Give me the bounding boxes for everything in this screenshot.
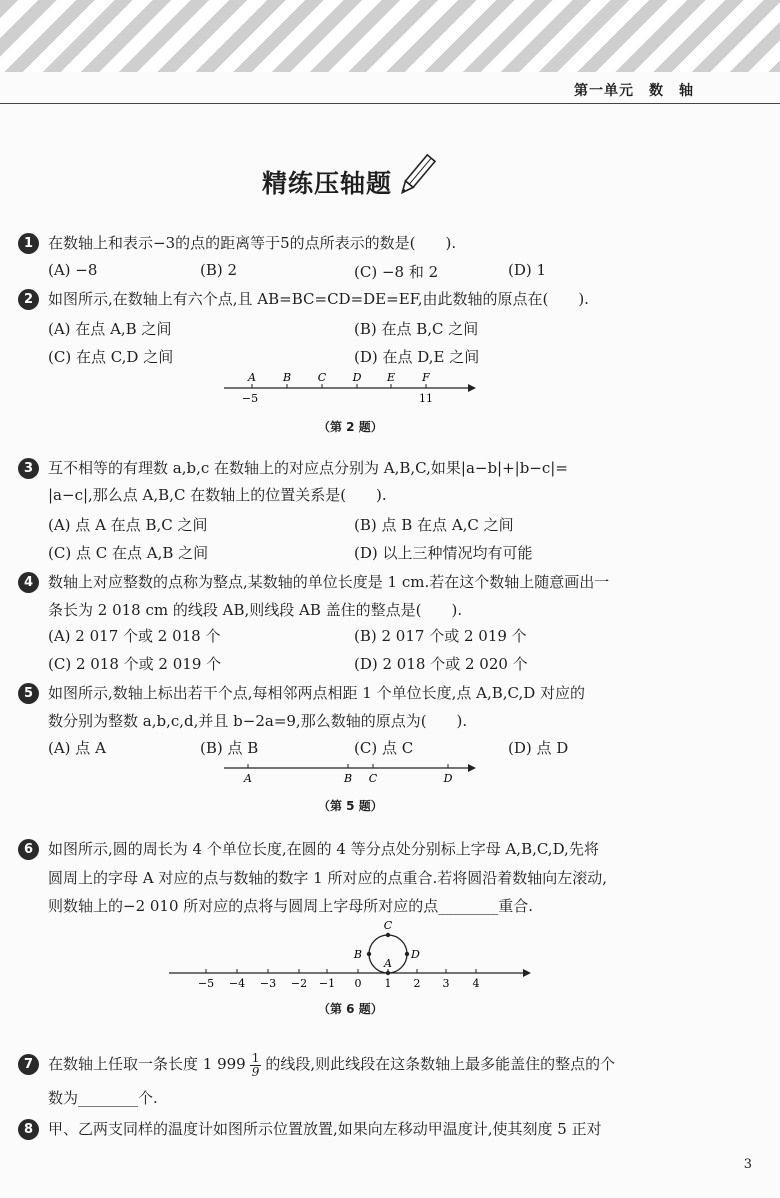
svg-text:4: 4 xyxy=(472,977,480,990)
question-number-1: 1 xyxy=(18,233,39,254)
question-4-text: 数轴上对应整数的点称为整点,某数轴的单位长度是 1 cm.若在这个数轴上随意画出一 xyxy=(48,573,610,591)
question-6-text-line2: 圆周上的字母 A 对应的点与数轴的数字 1 所对应的点重合.若将圆沿着数轴向左滚动, xyxy=(48,869,607,887)
q4-option-d: (D) 2 018 个或 2 020 个 xyxy=(354,655,528,673)
q1-option-d: (D) 1 xyxy=(508,261,547,279)
q4-option-c: (C) 2 018 个或 2 019 个 xyxy=(48,655,222,673)
question-number-5: 5 xyxy=(18,683,39,704)
svg-text:3: 3 xyxy=(442,977,450,990)
q6-label-c: C xyxy=(383,919,393,932)
svg-text:−4: −4 xyxy=(228,977,246,990)
svg-text:−3: −3 xyxy=(259,977,277,990)
svg-text:D: D xyxy=(443,772,453,785)
svg-text:−5: −5 xyxy=(197,977,215,990)
q7-fraction-numerator: 1 xyxy=(251,1050,260,1065)
q6-label-a: A xyxy=(384,957,392,970)
q2-value-left: −5 xyxy=(241,392,259,405)
question-7-text xyxy=(48,1050,718,1079)
svg-text:A: A xyxy=(248,371,256,384)
q6-tick-neg1 xyxy=(319,969,335,990)
q2-point-b xyxy=(282,371,291,388)
q6-tick-neg3 xyxy=(260,969,276,990)
q5-option-d: (D) 点 D xyxy=(508,739,569,757)
svg-text:D: D xyxy=(352,371,362,384)
q6-tick-neg4 xyxy=(229,969,245,990)
q3-option-b: (B) 点 B 在点 A,C 之间 xyxy=(354,516,514,534)
q2-number-line-figure xyxy=(220,370,480,410)
svg-text:1: 1 xyxy=(384,977,392,990)
q2-option-c: (C) 在点 C,D 之间 xyxy=(48,348,174,366)
question-number-4: 4 xyxy=(18,572,39,593)
question-2-text: 如图所示,在数轴上有六个点,且 AB=BC=CD=DE=EF,由此数轴的原点在( ). xyxy=(48,290,589,308)
q2-point-a xyxy=(247,371,256,388)
q1-option-a: (A) −8 xyxy=(48,261,98,279)
svg-text:−2: −2 xyxy=(290,977,308,990)
q7-text-before: 在数轴上任取一条长度 1 999 xyxy=(48,1055,246,1073)
q7-fraction-denominator: 9 xyxy=(251,1064,260,1079)
q5-option-b: (B) 点 B xyxy=(200,739,259,757)
svg-text:B: B xyxy=(282,371,292,384)
svg-text:0: 0 xyxy=(354,977,362,990)
question-6-text: 如图所示,圆的周长为 4 个单位长度,在圆的 4 等分点处分别标上字母 A,B,C,D,先将 xyxy=(48,840,599,858)
question-5-text-line2: 数分别为整数 a,b,c,d,并且 b−2a=9,那么数轴的原点为( ). xyxy=(48,712,468,730)
q2-option-a: (A) 在点 A,B 之间 xyxy=(48,320,172,338)
q5-option-c: (C) 点 C xyxy=(354,739,414,757)
header-rule xyxy=(0,103,780,104)
question-3-text: 互不相等的有理数 a,b,c 在数轴上的对应点分别为 A,B,C,如果|a−b|+|b−c|= xyxy=(48,459,568,477)
question-number-3: 3 xyxy=(18,458,39,479)
q4-option-a: (A) 2 017 个或 2 018 个 xyxy=(48,627,221,645)
svg-text:C: C xyxy=(317,371,327,384)
chapter-header: 第一单元 数 轴 xyxy=(574,83,694,99)
question-number-6: 6 xyxy=(18,839,39,860)
q2-point-f xyxy=(421,371,430,388)
page-number: 3 xyxy=(743,1157,752,1172)
svg-text:−1: −1 xyxy=(318,977,336,990)
svg-text:A: A xyxy=(244,772,252,785)
q4-option-b: (B) 2 017 个或 2 019 个 xyxy=(354,627,527,645)
question-5-text: 如图所示,数轴上标出若干个点,每相邻两点相距 1 个单位长度,点 A,B,C,D 对应的 xyxy=(48,684,586,702)
q6-tick-2 xyxy=(414,969,421,990)
q6-caption: （第 6 题） xyxy=(318,1002,383,1016)
q2-point-d xyxy=(352,371,362,388)
q5-point-d xyxy=(443,764,453,785)
q2-point-e xyxy=(386,371,395,388)
q3-option-a: (A) 点 A 在点 B,C 之间 xyxy=(48,516,208,534)
header-stripe-band xyxy=(0,0,780,72)
q1-option-b: (B) 2 xyxy=(200,261,238,279)
question-number-2: 2 xyxy=(18,289,39,310)
q2-option-b: (B) 在点 B,C 之间 xyxy=(354,320,479,338)
q5-point-c xyxy=(369,764,378,785)
svg-text:C: C xyxy=(368,772,378,785)
q6-tick-neg2 xyxy=(291,969,307,990)
q5-point-a xyxy=(243,764,252,785)
q5-number-line-figure xyxy=(220,760,480,790)
question-4-text-line2: 条长为 2 018 cm 的线段 AB,则线段 AB 盖住的整点是( ). xyxy=(48,601,463,619)
question-number-8: 8 xyxy=(18,1119,39,1140)
svg-text:E: E xyxy=(386,371,396,384)
svg-text:F: F xyxy=(422,371,430,384)
q6-label-d: D xyxy=(411,948,420,961)
q6-label-b: B xyxy=(353,948,362,961)
question-number-7: 7 xyxy=(18,1054,39,1075)
section-title: 精练压轴题 xyxy=(262,169,393,198)
q6-tick-neg5 xyxy=(198,969,214,990)
question-7-text-line2: 数为________个. xyxy=(48,1089,158,1107)
q2-value-right: 11 xyxy=(419,392,433,405)
pencil-icon xyxy=(396,151,438,199)
question-6-text-line3: 则数轴上的−2 010 所对应的点将与圆周上字母所对应的点________重合. xyxy=(48,897,534,915)
q2-point-c xyxy=(318,371,327,388)
q2-option-d: (D) 在点 D,E 之间 xyxy=(354,348,480,366)
q1-option-c: (C) −8 和 2 xyxy=(354,263,439,281)
q6-number-line-figure xyxy=(165,918,535,994)
question-8-text: 甲、乙两支同样的温度计如图所示位置放置,如果向左移动甲温度计,使其刻度 5 正对 xyxy=(48,1120,602,1138)
q6-tick-3 xyxy=(443,969,450,990)
q5-option-a: (A) 点 A xyxy=(48,739,106,757)
q6-tick-4 xyxy=(473,969,480,990)
question-1-text: 在数轴上和表示−3的点的距离等于5的点所表示的数是( ). xyxy=(48,234,457,252)
q6-rolling-circle xyxy=(353,919,420,975)
svg-text:2: 2 xyxy=(413,977,421,990)
question-3-text-line2: |a−c|,那么点 A,B,C 在数轴上的位置关系是( ). xyxy=(48,486,387,504)
q7-fraction xyxy=(250,1052,262,1079)
svg-text:B: B xyxy=(343,772,353,785)
q5-caption: （第 5 题） xyxy=(318,799,383,813)
q5-point-b xyxy=(343,764,352,785)
q7-text-after: 的线段,则此线段在这条数轴上最多能盖住的整点的个 xyxy=(265,1055,616,1073)
q6-tick-0 xyxy=(355,969,362,990)
q2-caption: （第 2 题） xyxy=(318,420,383,434)
q3-option-c: (C) 点 C 在点 A,B 之间 xyxy=(48,544,209,562)
q3-option-d: (D) 以上三种情况均有可能 xyxy=(354,544,533,562)
